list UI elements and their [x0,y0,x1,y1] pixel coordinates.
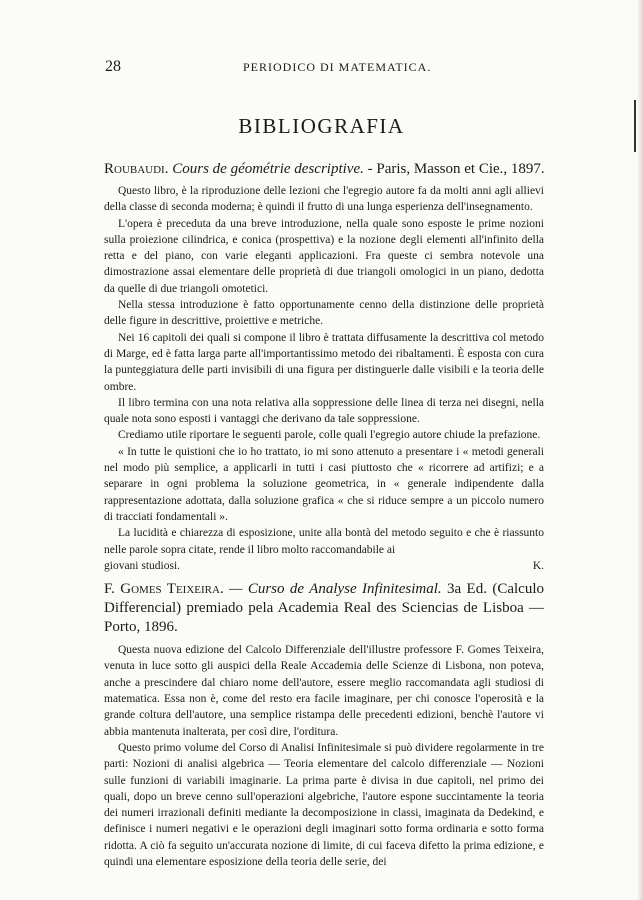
running-head: PERIODICO DI MATEMATICA. [243,60,432,74]
page-number: 28 [105,58,121,75]
review1-paragraph: La lucidità e chiarezza di esposizione, unite alla bontà del metodo seguito e che è riassunto nelle parole sopra citate, rende il libro molto raccomandabile ai [104,527,544,556]
review1-signature: K. [532,559,544,572]
section-title: BIBLIOGRAFIA [238,114,405,138]
review1-publisher: - Paris, Masson et Cie., 1897. [367,161,545,177]
review1-paragraph: Nella stessa introduzione è fatto opportunamente cenno della distinzione delle proprietà delle figure in descrittive, proiettive e metriche. [104,299,544,328]
review2-edition: 3a Ed. (Calculo Differencial) premiado pela Academia Real des Sciencias de Lisboa — Porto, 1896. [104,581,544,636]
review1-reference [104,160,544,179]
review1-closing-line: giovani studiosi. [104,559,181,572]
review1-title: Cours de géométrie descriptive. [172,161,364,177]
review2-paragraph: Questa nuova edizione del Calcolo Differenziale dell'illustre professore F. Gomes Teixeira, venuta in luce sotto gli auspici della Reale Accademia delle Scienze di Lisbona, non poteva, anche a prescindere dal chiaro nome dell'autore, essere meglio raccomandata agli studiosi di matematica. Essa non è, come del resto era facile imaginare, per chi conosce l'operosità e la grande coltura dell'autore, una semplice ristampa delle precedenti edizioni, benchè l'autore vi abbia mantenuta inalterata, per così dire, l'orditura. [104,644,544,738]
review1-paragraph: Il libro termina con una nota relativa alla soppressione delle linea di terza nei disegni, nella quale nota sono esposti i vantaggi che derivano da tale soppressione. [104,396,544,426]
review1-author: Roubaudi. [104,161,169,177]
review1-quotation: « In tutte le quistioni che io ho trattato, io mi sono attenuto a presentare i « metodi generali nel modo più semplice, a applicarli in tutti i casi piuttosto che « ricorrere ad artifizi; e a separare in ogni problema la soluzione geometrica, in « generale indipendente dalla rappresentazione adottata, dalla soluzione grafica « che si riduce sempre a un piccolo numero di tracciati fondamentali ». [104,445,544,523]
review1-paragraph: Crediamo utile riportare le seguenti parole, colle quali l'egregio autore chiude la prefazione. [118,429,541,442]
review2-paragraph: Questo primo volume del Corso di Analisi Infinitesimale si può dividere regolarmente in tre parti: Nozioni di analisi algebrica — Teoria elementare del calcolo differenziale — Nozioni sulle funzioni di variabili imaginarie. La prima parte è divisa in due capitoli, nel primo dei quali, dopo un breve cenno sull'operazioni algebriche, l'autore espone succintamente la teoria dei numeri irrazionali definiti mediante la decomposizione in classi, imaginata da Dedekind, e definisce i numeri negativi e le operazioni degli imaginari sotto forma ordinaria e sotto forma ridotta. A ciò fa seguito un'accurata nozione di limite, di cui faceva difetto la prima edizione, e quindi una elementare esposizione della teoria delle serie, dei [104,741,544,868]
page-header [105,58,537,76]
review1-signature-line [104,558,544,574]
review1-paragraph: L'opera è preceduta da una breve introduzione, nella quale sono esposte le prime nozioni sulla proiezione cilindrica, e conica (prospettiva) e la nozione degli elementi all'infinito della retta e del piano, con varie eleganti applicazioni. Fra queste ci sembra notevole una dimostrazione assai elementare delle proprietà di due triangoli omologici in un piano, dedotta da quelle di due triangoli omotetici. [104,217,544,295]
body-text [104,160,544,870]
review1-paragraph: Questo libro, è la riproduzione delle lezioni che l'egregio autore fa da molti anni agli allievi della classe di seconda moderna; è quindi il frutto di una lunga esperienza dell'insegnamento. [104,185,544,214]
review2-author: F. Gomes Teixeira. [104,581,224,598]
review2-title: — Curso de Analyse Infinitesimal. [229,581,442,598]
review2-reference [104,580,544,637]
review1-paragraph: Nei 16 capitoli dei quali si compone il libro è trattata diffusamente la descrittiva col metodo di Marge, ed è fatta larga parte all'importantissimo metodo dei ribaltamenti. È esposta con cura la punteggiatura delle parti invisibili di una figura per distinguerle dalle visibili e la teoria delle ombre. [104,331,544,393]
